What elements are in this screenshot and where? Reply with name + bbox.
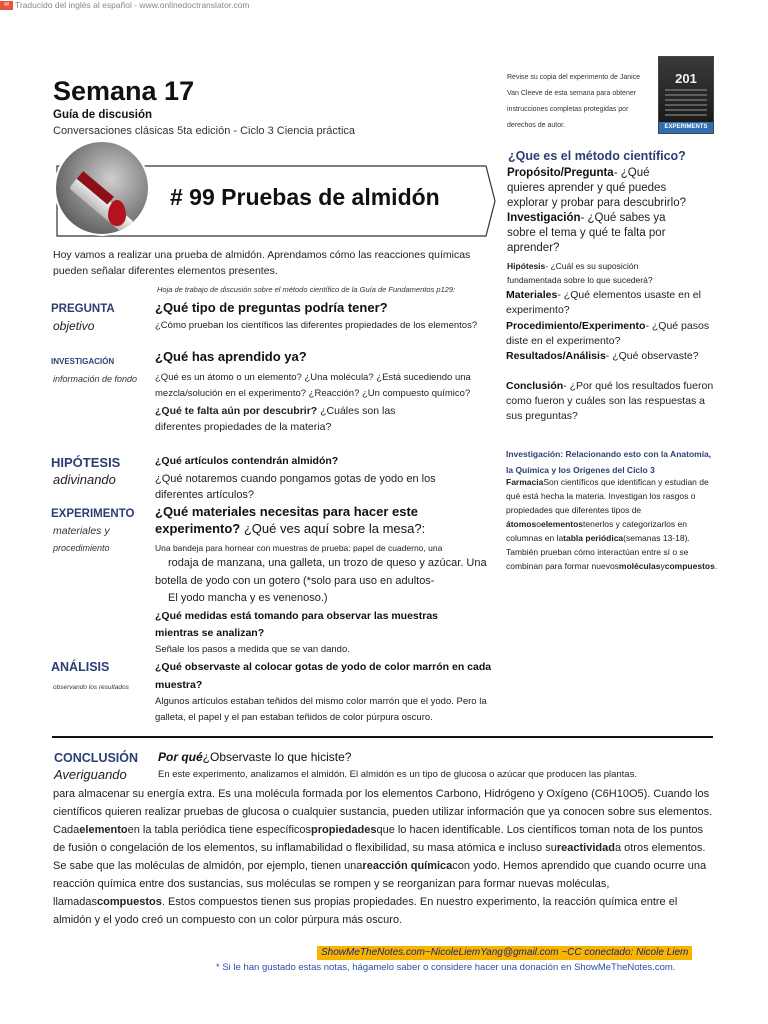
analisis-answer: Algunos artículos estaban teñidos del mismo color marrón que el yodo. Pero la galleta, el papel y el pan estaban teñidos de color púrpura oscuro. [155, 696, 487, 723]
anatomy-body [506, 475, 718, 573]
investigacion-missing-q: ¿Qué te falta aún por descubrir? [155, 405, 318, 417]
section-divider [52, 736, 713, 738]
method-conclusion [506, 379, 718, 424]
section-sub-hipotesis: adivinando [53, 472, 116, 487]
method-hipotesis-label: Hipótesis [507, 261, 546, 271]
experimento-question [155, 503, 455, 537]
method-procedimiento [506, 319, 716, 349]
experimento-question-rest: ¿Qué ves aquí sobre la mesa?: [240, 521, 426, 536]
pregunta-answer: ¿Cómo prueban los científicos las diferentes propiedades de los elementos? [155, 320, 478, 331]
investigacion-missing-a: ¿Cuáles son las diferentes propiedades de la materia? [155, 405, 396, 433]
section-label-investigacion: INVESTIGACIÓN [51, 357, 115, 366]
anatomy-compuestos: compuestos [664, 561, 715, 571]
book-band: EXPERIMENTS [659, 122, 713, 133]
conclusion-elemento: elemento [79, 824, 128, 836]
anatomy-t1: Son científicos que identifican y estudian de qué está hecha la materia. Investigan los rasgos o propiedades que diferentes tipos de [506, 477, 709, 515]
investigacion-answer: ¿Qué es un átomo o un elemento? ¿Una molécula? ¿Está sucediendo una mezcla/solución en el experimento? ¿Reacción? ¿Un compuesto químico? [155, 372, 471, 399]
hipotesis-question: ¿Qué artículos contendrán almidón? [155, 455, 339, 467]
anatomy-t2: tenerlos y categorizarlos en columnas en la [506, 519, 687, 543]
method-proposito-label: Propósito/Pregunta [507, 167, 614, 179]
anatomy-end: . [714, 561, 718, 571]
translator-bar[interactable] [0, 0, 250, 10]
conclusion-p6: . Estos compuestos tienen sus propias propiedades. En nuestro experimento, la reacción química entre el almidón y el yodo creó un compuesto con un color púrpura más oscuro. [53, 896, 678, 926]
experimento-materials-3: botella de yodo con un gotero (*solo para uso en adultos- [155, 575, 435, 587]
method-conclusion-text: - ¿Por qué los resultados fueron como fueron y cuáles son las respuestas a sus preguntas? [506, 380, 714, 422]
copyright-note: Revise su copia del experimento de Janice Van Cleeve de esta semana para obtener instrucciones completas protegidas por derechos de autor. [507, 74, 641, 129]
conclusion-propiedades: propiedades [311, 824, 377, 836]
conclusion-p3: que lo hacen identificable. Los científicos toman nota de los puntos de fusión o congelación de los elementos, su inflamabilidad o flexibilidad, su masa atómica e incluso su [53, 824, 703, 854]
method-resultados-text: - ¿Qué observaste? [605, 350, 699, 362]
conclusion-first-line: En este experimento, analizamos el almidón. El almidón es un tipo de glucosa o azúcar que producen las plantas. [158, 769, 637, 780]
section-label-experimento: EXPERIMENTO [51, 508, 135, 520]
experimento-question-bold: ¿Qué materiales necesitas para hacer este experimento? [155, 504, 419, 536]
anatomy-farmacia: Farmacia [506, 477, 544, 487]
section-label-analisis: ANÁLISIS [51, 660, 110, 674]
book-cover-art [665, 89, 707, 119]
pipette-photo [54, 140, 150, 236]
section-label-conclusion: CONCLUSIÓN [54, 751, 139, 765]
method-proposito-text: - ¿Qué quieres aprender y qué puedes explorar y probar para descubrirlo? [507, 167, 686, 209]
anatomy-elementos: elementos [540, 519, 584, 529]
section-label-hipotesis: HIPÓTESIS [51, 455, 121, 470]
section-sub-experimento-1: materiales y [53, 525, 110, 537]
anatomy-t3: (semanas 13-18). También prueban cómo interactúan entre sí o se combinan para formar nuevos [506, 533, 690, 571]
conclusion-compuestos: compuestos [97, 896, 162, 908]
experiment-title: # 99 Pruebas de almidón [170, 184, 440, 210]
scientific-method-heading: ¿Que es el método científico? [508, 149, 686, 163]
edition-line: Conversaciones clásicas 5ta edición - Ciclo 3 Ciencia práctica [53, 125, 356, 137]
investigacion-missing [155, 403, 415, 435]
investigacion-question: ¿Qué has aprendido ya? [155, 349, 307, 364]
method-resultados-label: Resultados/Análisis [506, 350, 606, 362]
method-investigacion [507, 211, 687, 256]
experimento-materials-2: rodaja de manzana, una galleta, un trozo de queso y azúcar. Una [168, 557, 487, 569]
anatomy-y: y [660, 561, 665, 571]
book-cover-image [658, 56, 714, 134]
analisis-question: ¿Qué observaste al colocar gotas de yodo de color marrón en cada muestra? [155, 661, 492, 691]
hipotesis-answer: ¿Qué notaremos cuando pongamos gotas de yodo en los diferentes artículos? [155, 473, 436, 501]
method-conclusion-label: Conclusión [506, 380, 564, 392]
donation-note[interactable]: * Si le han gustado estas notas, hágamelo saber o considere hacer una donación en ShowMeTheNotes.com. [216, 962, 676, 973]
anatomy-atomos: átomos [506, 519, 537, 529]
experimento-materials-1: Una bandeja para hornear con muestras de prueba: papel de cuaderno, una [155, 543, 443, 553]
pipette-tube [69, 176, 134, 235]
week-title: Semana 17 [53, 76, 195, 106]
experimento-measures-question: ¿Qué medidas está tomando para observar las muestras mientras se analizan? [155, 610, 439, 639]
section-sub-analisis: observando los resultados [53, 684, 129, 691]
translator-text: Traducido del inglés al español - www.onlinedoctranslator.com [15, 0, 250, 10]
anatomy-o: o [536, 519, 541, 529]
conclusion-reaccion: reacción química [362, 860, 453, 872]
method-resultados [506, 349, 721, 364]
method-proposito [507, 166, 687, 211]
method-materiales-label: Materiales [506, 289, 558, 301]
conclusion-question [158, 750, 351, 764]
experimento-materials-4: El yodo mancha y es venenoso.) [168, 592, 328, 604]
method-hipotesis-text: - ¿Cuál es su suposición fundamentada sobre lo que sucederá? [507, 261, 653, 285]
section-sub-experimento-2: procedimiento [53, 543, 110, 553]
conclusion-body [53, 785, 716, 929]
section-sub-pregunta: objetivo [53, 319, 95, 333]
intro-paragraph: Hoy vamos a realizar una prueba de almidón. Aprendamos cómo las reacciones químicas pueden señalar diferentes elementos presentes. [53, 249, 471, 277]
liquid-drop [108, 200, 126, 226]
anatomy-heading: Investigación: Relacionando esto con la Anatomía, la Química y los Orígenes del Ciclo 3 [506, 449, 712, 475]
guide-title: Guía de discusión [53, 109, 153, 121]
conclusion-p4: a otros elementos. Se sabe que las moléculas de almidón, por ejemplo, tienen una [53, 842, 706, 872]
method-materiales-text: - ¿Qué elementos usaste en el experimento? [506, 289, 701, 316]
book-number: 201 [675, 71, 697, 86]
method-investigacion-text: - ¿Qué sabes ya sobre el tema y qué te falta por aprender? [507, 212, 666, 254]
section-sub-investigacion: información de fondo [53, 374, 138, 384]
conclusion-p1: para almacenar su energía extra. Es una molécula formada por los elementos Carbono, Hidrógeno y Oxígeno (C6H10O5). Cuando los científicos quieren realizar pruebas de glucosa o cualquier sustancia, pueden utilizar información que ya conocen sobre sus elementos. Cada [53, 788, 713, 836]
credit-line[interactable]: ShowMeTheNotes.com~NicoleLiemYang@gmail.com ~CC conectado: Nicole Liem [317, 946, 692, 960]
method-procedimiento-label: Procedimiento/Experimento [506, 320, 646, 332]
method-hipotesis [507, 259, 677, 287]
anatomy-moleculas: moléculas [618, 561, 661, 571]
worksheet-note: Hoja de trabajo de discusión sobre el método científico de la Guía de Fundamentos p129: [157, 285, 456, 294]
pregunta-question: ¿Qué tipo de preguntas podría tener? [155, 300, 388, 315]
experimento-measures-answer: Señale los pasos a medida que se van dando. [155, 644, 350, 655]
method-procedimiento-text: - ¿Qué pasos diste en el experimento? [506, 320, 710, 347]
conclusion-question-italic: Por qué [158, 750, 203, 764]
section-label-pregunta: PREGUNTA [51, 303, 115, 315]
conclusion-p2: en la tabla periódica tiene específicos [127, 824, 312, 836]
method-investigacion-label: Investigación [507, 212, 581, 224]
conclusion-reactividad: reactividad [556, 842, 615, 854]
conclusion-p5: con yodo. Hemos aprendido que cuando ocurre una reacción química entre dos sustancias, sus moléculas se rompen y se reorganizan para formar nuevas moléculas, llamadas [53, 860, 707, 908]
method-materiales [506, 288, 711, 318]
section-sub-conclusion: Averiguando [54, 767, 127, 782]
anatomy-tabla: tabla periódica [563, 533, 624, 543]
translator-logo-icon: ✉ [0, 1, 13, 10]
conclusion-question-rest: ¿Observaste lo que hiciste? [202, 750, 352, 764]
